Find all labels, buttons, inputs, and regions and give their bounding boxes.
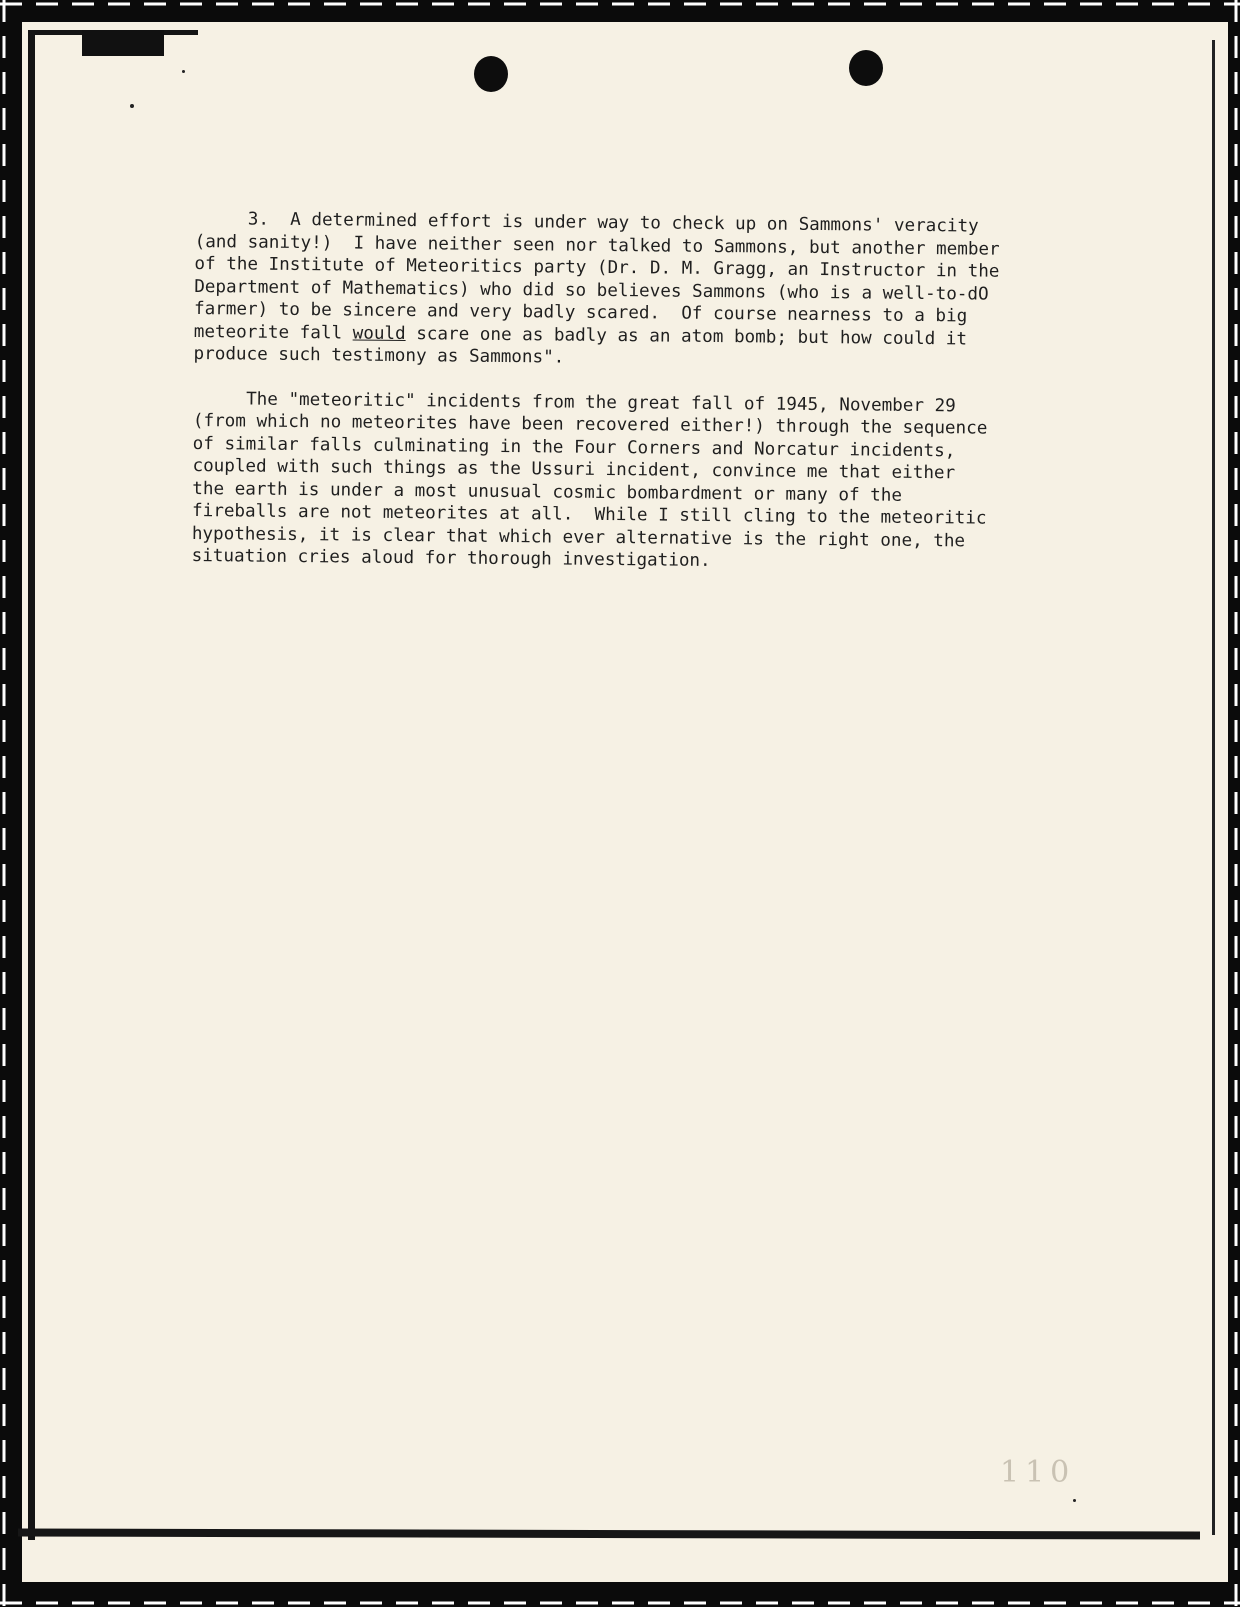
punch-hole-left [474, 56, 508, 92]
text-line: farmer) to be sincere and very badly scared. Of course nearness to a big [193, 298, 968, 327]
text-line: fireballs are not meteorites at all. While I still cling to the meteoritic [191, 500, 987, 529]
text-line: hypothesis, it is clear that which ever alternative is the right one, the [191, 523, 966, 551]
frame-edge-right [1212, 40, 1215, 1535]
letter-body [191, 208, 1125, 598]
speck [1073, 1499, 1076, 1502]
text-line: coupled with such things as the Ussuri incident, convince me that either [192, 455, 956, 484]
text-segment: meteorite fall [193, 321, 353, 344]
paragraph-1 [193, 208, 1124, 374]
redaction-mark [82, 30, 164, 56]
text-line: 3. A determined effort is under way to check up on Sammons' veracity [194, 208, 979, 237]
punch-hole-right [849, 50, 883, 86]
page-number-stamp: 110 [1000, 1455, 1076, 1490]
frame-edge-left [28, 30, 35, 1540]
underlined-word: would [352, 323, 406, 344]
text-line: The "meteoritic" incidents from the great fall of 1945, November 29 [193, 388, 956, 416]
speck [130, 104, 134, 108]
text-line: (and sanity!) I have neither seen nor talked to Sammons, but another member [194, 231, 1000, 260]
text-line: of similar falls culminating in the Four Corners and Norcatur incidents, [192, 433, 956, 461]
text-line: Department of Mathematics) who did so believes Sammons (who is a well-to-dO [194, 276, 989, 305]
text-line: of the Institute of Meteoritics party (Dr. D. M. Gragg, an Instructor in the [194, 253, 1000, 282]
text-line: (from which no meteorites have been recovered either!) through the sequence [192, 410, 988, 439]
text-line: the earth is under a most unusual cosmic bombardment or many of the [192, 478, 903, 506]
text-segment: scare one as badly as an atom bomb; but how could it [405, 323, 968, 349]
paragraph-2 [192, 387, 1124, 576]
speck [182, 70, 185, 73]
text-line: situation cries aloud for thorough investigation. [191, 545, 711, 571]
text-line: produce such testimony as Sammons". [193, 343, 565, 368]
